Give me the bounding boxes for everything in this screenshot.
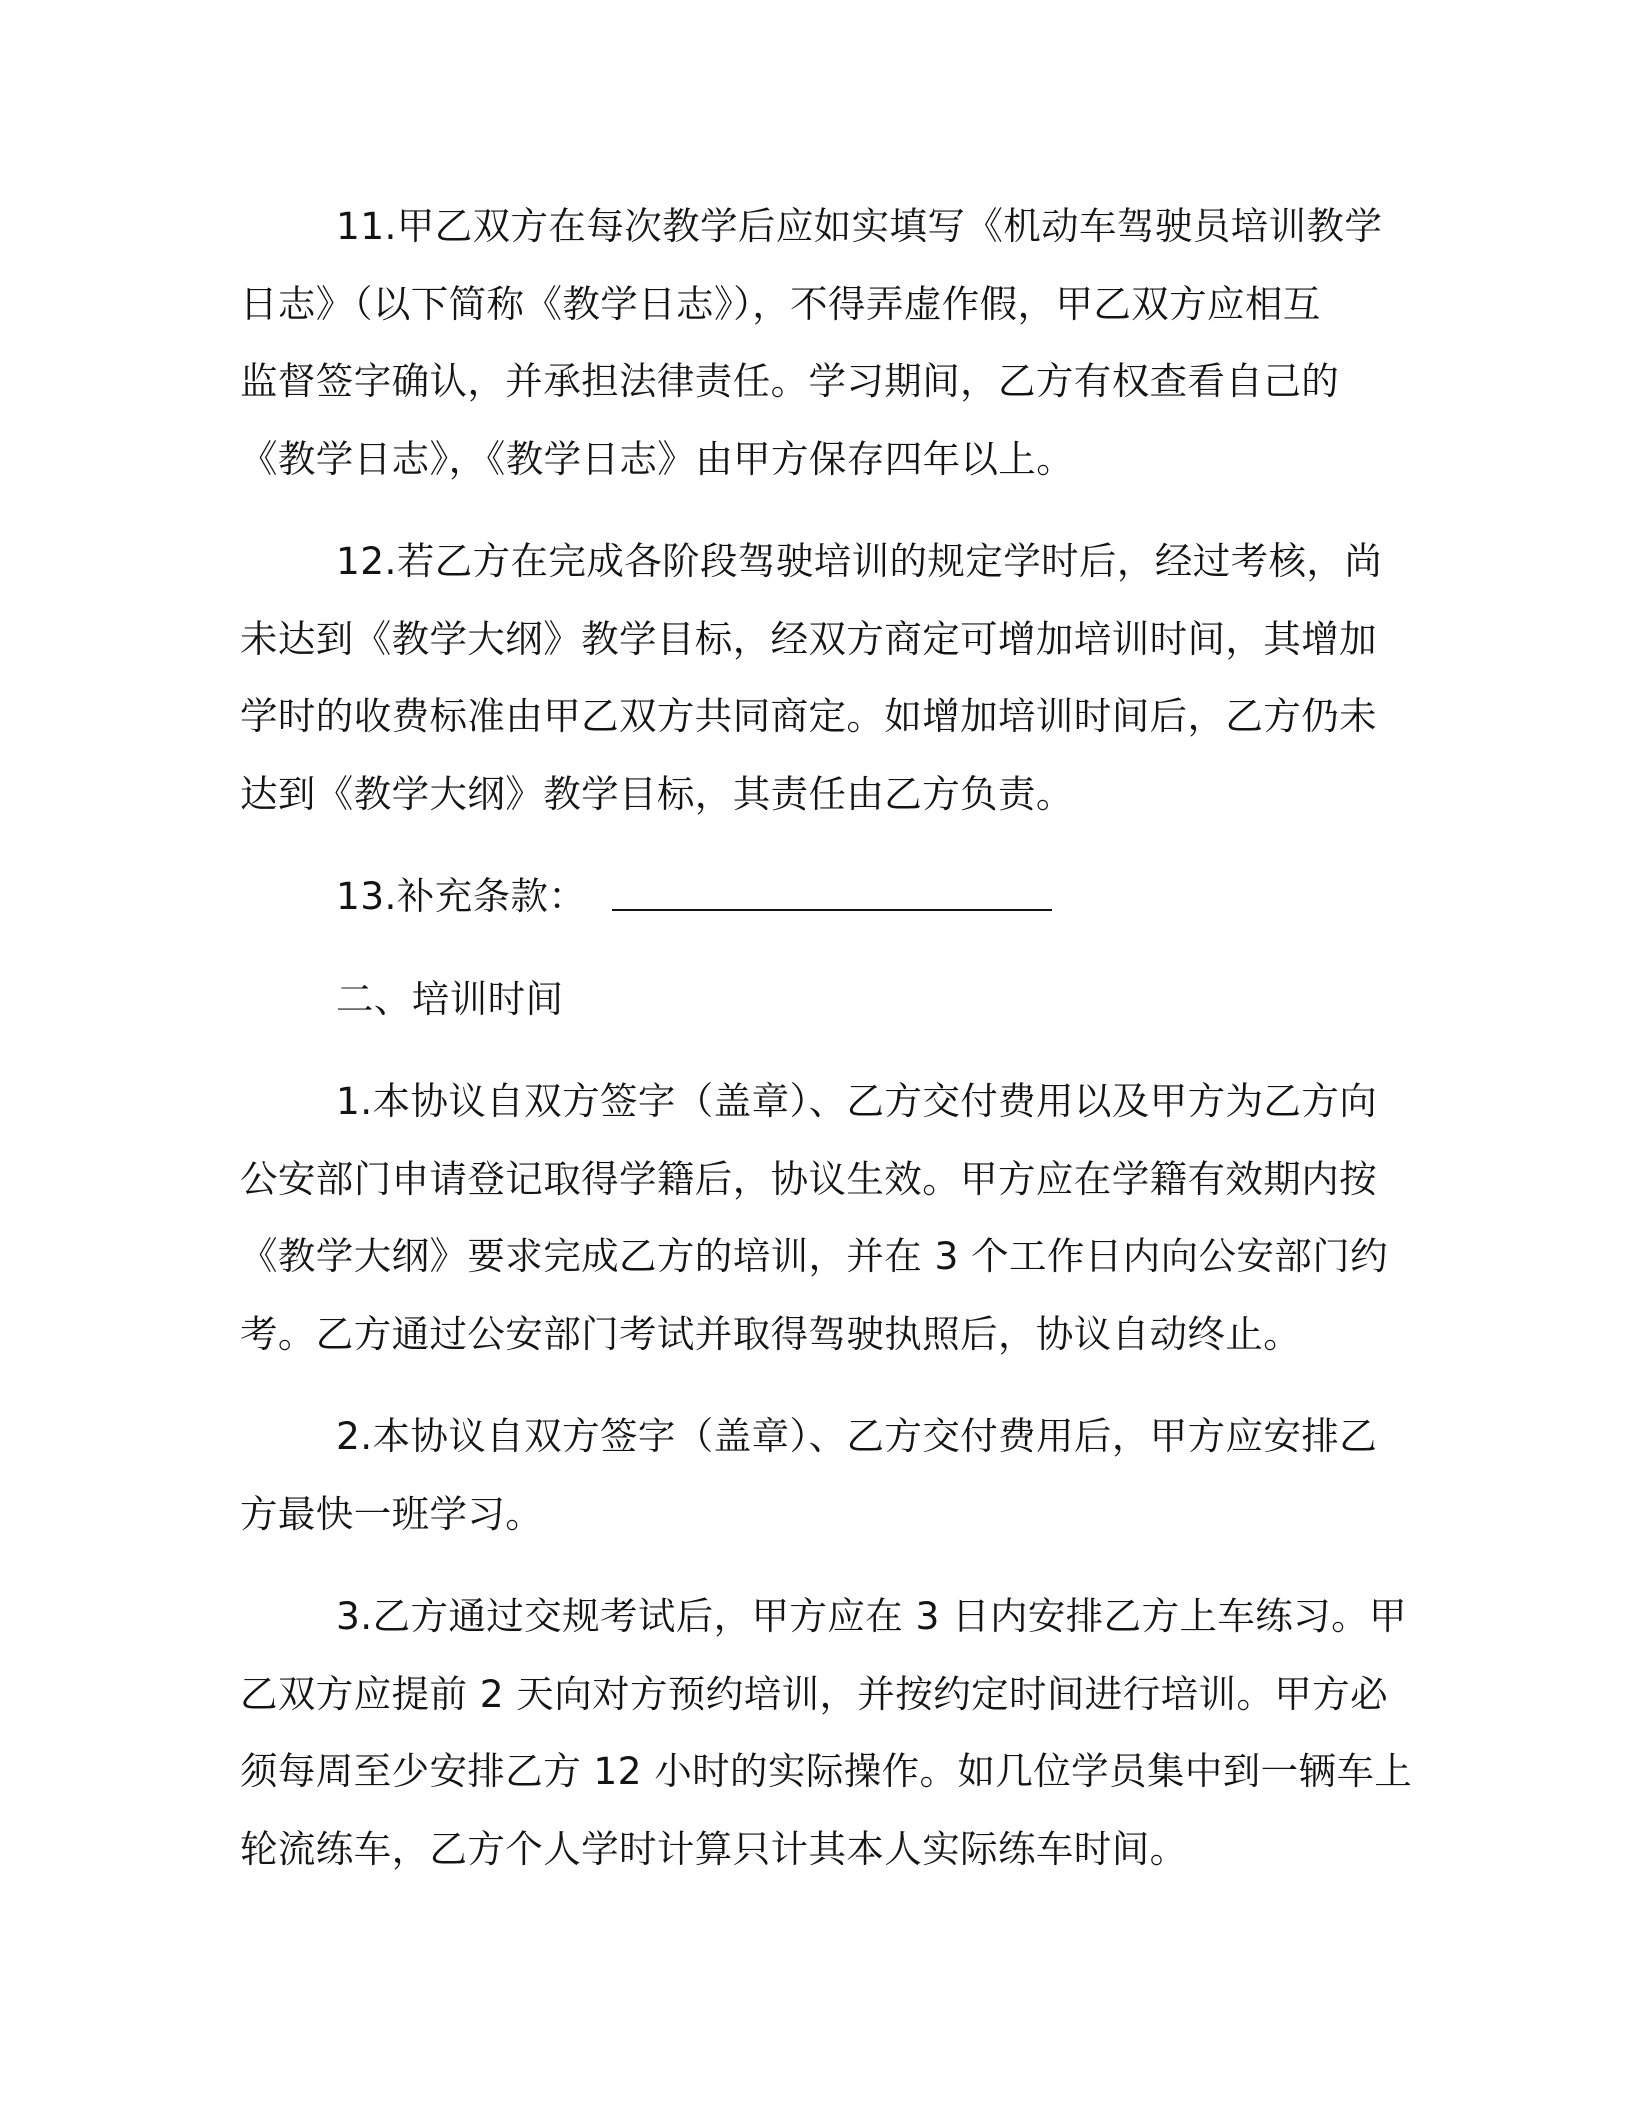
item-3-line: 乙双方应提前 2 天向对方预约培训，并按约定时间进行培训。甲方必: [240, 1671, 1388, 1716]
clause-13: [240, 858, 1380, 936]
clause-12-line: 学时的收费标准由甲乙双方共同商定。如增加培训时间后，乙方仍未: [240, 694, 1377, 738]
item-3-line: 须每周至少安排乙方 12 小时的实际操作。如几位学员集中到一辆车上: [240, 1749, 1413, 1793]
section-2-heading: 二、培训时间: [336, 976, 564, 1021]
clause-11: [240, 188, 1383, 498]
clause-11-line: 日志》（以下简称《教学日志》），不得弄虚作假，甲乙双方应相互: [240, 281, 1321, 326]
clause-11-line: 11.甲乙双方在每次教学后应如实填写《机动车驾驶员培训教学: [336, 204, 1383, 248]
item-2-line: 方最快一班学习。: [240, 1491, 544, 1536]
clause-11-line: 监督签字确认，并承担法律责任。学习期间，乙方有权查看自己的: [240, 359, 1340, 403]
section-2-item-1: [240, 1063, 1388, 1373]
clause-13-label: 13.补充条款：: [336, 874, 587, 918]
section-2-item-2: [240, 1398, 1380, 1553]
clause-12-line: 12.若乙方在完成各阶段驾驶培训的规定学时后，经过考核，尚: [336, 539, 1383, 583]
item-1-line: 公安部门申请登记取得学籍后，协议生效。甲方应在学籍有效期内按: [240, 1156, 1377, 1201]
supplementary-terms-blank: [612, 909, 1052, 911]
item-3-line: 轮流练车，乙方个人学时计算只计其本人实际练车时间。: [240, 1826, 1188, 1871]
document-page: [240, 188, 1413, 1888]
clause-11-line: 《教学日志》，《教学日志》由甲方保存四年以上。: [240, 436, 1075, 481]
clause-12-line: 未达到《教学大纲》教学目标，经双方商定可增加培训时间，其增加: [240, 616, 1377, 661]
clause-12-line: 达到《教学大纲》教学目标，其责任由乙方负责。: [240, 771, 1074, 816]
section-2-item-3: [240, 1578, 1413, 1888]
item-2-line: 2.本协议自双方签字（盖章）、乙方交付费用后，甲方应安排乙: [336, 1414, 1378, 1458]
item-1-line: 《教学大纲》要求完成乙方的培训，并在 3 个工作日内向公安部门约: [240, 1234, 1388, 1278]
clause-13-line: [240, 858, 1380, 936]
item-1-line: 考。乙方通过公安部门考试并取得驾驶执照后，协议自动终止。: [240, 1311, 1302, 1356]
item-3-line: 3.乙方通过交规考试后，甲方应在 3 日内安排乙方上车练习。甲: [336, 1594, 1407, 1638]
clause-12: [240, 523, 1383, 833]
item-1-line: 1.本协议自双方签字（盖章）、乙方交付费用以及甲方为乙方向: [336, 1079, 1378, 1123]
